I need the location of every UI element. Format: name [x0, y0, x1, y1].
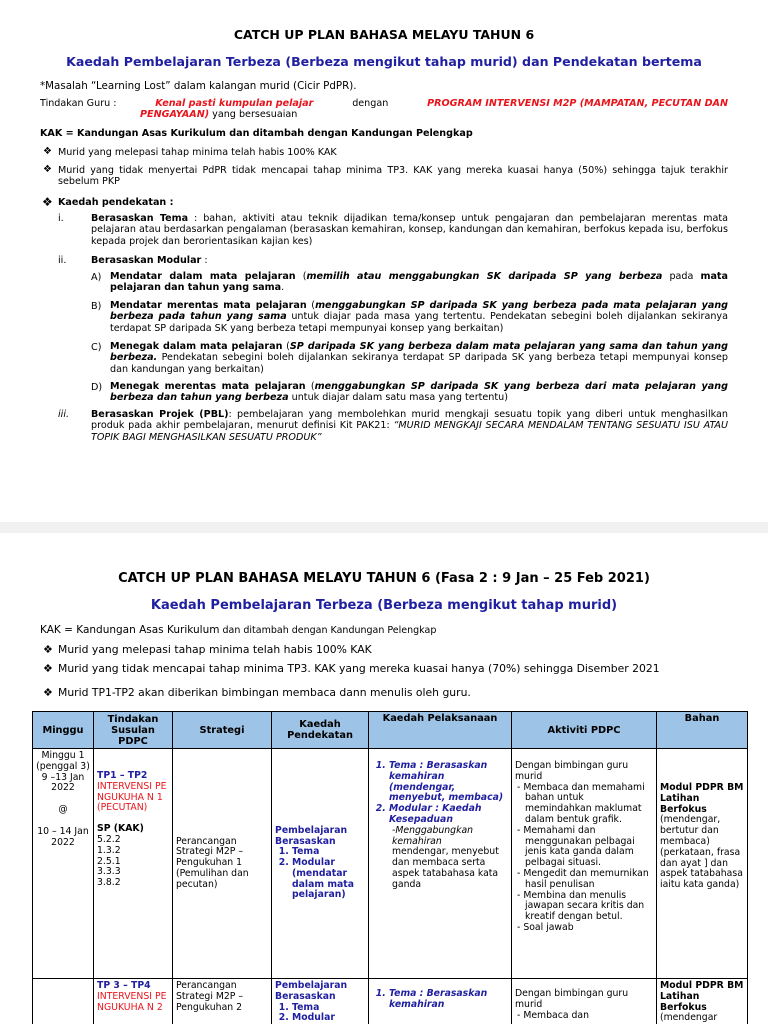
bullet-text-2: Murid yang tidak menyertai PdPR tidak mencapai tahap minima TP3. KAK yang mereka kuasai hanya (50%) sehingga tajuk terakhir sebelum PKP [58, 165, 728, 188]
tindakan-guru [40, 98, 728, 121]
diamond-bullet-icon: ❖ [43, 686, 53, 699]
tindakan-red-2b: PENGAYAAN) [140, 109, 210, 121]
akt-item: - Membina dan menulis jawapan secara kritis dan kreatif dengan betul. [517, 889, 645, 923]
sub-a-bold2: mata pelajaran dan tahun yang sama [110, 271, 728, 294]
header-strategi: Strategi [173, 712, 272, 749]
item-i-title: Berasaskan Tema [91, 213, 189, 224]
item-ii-text: : [201, 255, 208, 266]
diamond-bullet-icon: ❖ [43, 643, 53, 656]
page2-subtitle: Kaedah Pembelajaran Terbeza (Berbeza mengikut tahap murid) [150, 598, 618, 613]
tp-label: TP1 – TP2 [97, 770, 148, 781]
cell-kaedah-pelaksanaan [369, 749, 512, 979]
table-row [33, 749, 748, 979]
cell-aktiviti [512, 749, 657, 979]
akt-item-text: Mengedit dan memurnikan hasil penulisan [523, 867, 649, 890]
sp-item: 3.3.3 [97, 866, 121, 878]
cell-aktiviti [512, 979, 657, 1024]
tindakan-dengan: dengan [352, 98, 389, 109]
page2-bullet-1: Murid yang melepasi tahap minima telah habis 100% KAK [58, 643, 372, 656]
sub-item-c [110, 341, 728, 375]
item-i-text: : bahan, aktiviti atau teknik dijadikan tema/konsep untuk pengajaran dan pembelajaran merentas mata pelajaran atau berdasarkan pengalaman (berasaskan kemahiran, konsep, kandungan dan kemahiran, berfokus kepada isu, berfokus kepada projek dan berorientasikan kajian kes) [91, 213, 728, 247]
akt-item-text: Membaca dan memahami bahan untuk memindahkan maklumat dalam bentuk grafik. [523, 781, 645, 825]
document-page-2 [0, 533, 768, 1024]
page-title: CATCH UP PLAN BAHASA MELAYU TAHUN 6 [233, 27, 535, 42]
sub-d-title: Menegak merentas mata pelajaran [110, 381, 306, 392]
page-subtitle: Kaedah Pembelajaran Terbeza (Berbeza mengikut tahap murid) dan Pendekatan bertema [66, 54, 702, 69]
sub-d-t2: untuk diajar dalam satu masa yang tertentu) [288, 392, 508, 404]
kp-head: Pembelajaran Berasaskan [275, 980, 348, 1002]
sub-letter-b: B) [91, 301, 102, 312]
roman-i: i. [58, 213, 64, 224]
kp-item: 1. Tema [292, 847, 365, 858]
roman-ii: ii. [58, 255, 67, 266]
kl-item: 2. Modular : Kaedah Kesepaduan [389, 804, 508, 826]
sub-letter-c: C) [91, 342, 102, 353]
tindakan-red-1: Kenal pasti kumpulan pelajar [155, 98, 314, 109]
minggu-line: Minggu 1 [41, 750, 85, 761]
sub-letter-a: A) [91, 272, 102, 283]
kl-note-a: -Menggabungkan kemahiran [392, 824, 474, 847]
sub-c-t2: Pendekatan sebegini boleh dijalankan sekiranya terdapat SP daripada SK yang berbeza tetapi mempunyai konsep dan kandungan yang berkaitan) [110, 352, 728, 375]
header-minggu: Minggu [33, 712, 94, 749]
diamond-bullet-icon: ❖ [43, 146, 52, 157]
item-ii-title: Berasaskan Modular [91, 255, 202, 266]
masalah-text: *Masalah “Learning Lost” dalam kalangan murid (Cicir PdPR). [40, 80, 357, 92]
intervensi-label: INTERVENSI PENGUKUHA N 1 [97, 780, 167, 803]
akt-item-text: Membina dan menulis jawapan secara kritis dan kreatif dengan betul. [523, 889, 645, 923]
page2-kak [40, 624, 436, 636]
akt-item: - Membaca dan [517, 1009, 589, 1021]
cell-strategi: Perancangan Strategi M2P – Pengukuhan 2 [173, 979, 272, 1024]
cell-tindakan [94, 979, 173, 1024]
sub-a-t1: ( [295, 271, 307, 282]
page2-kak-a: KAK = Kandungan Asas Kurikulum [40, 624, 220, 636]
sub-c-title: Menegak dalam mata pelajaran [110, 341, 283, 352]
sub-a-t3: . [281, 282, 285, 294]
cell-minggu [33, 979, 94, 1024]
cell-minggu [33, 749, 94, 979]
sub-b-t2: untuk diajar pada masa yang tertentu. Pendekatan sebegini boleh dijalankan sekiranya terdapat SP daripada SK yang berbeza tetapi mempunyai konsep yang berkaitan) [110, 311, 728, 334]
intervensi-label: INTERVENSI PENGUKUHA N 2 [97, 990, 167, 1013]
item-i [91, 213, 728, 247]
sp-label: SP (KAK) [97, 823, 144, 835]
kaedah-heading: Kaedah pendekatan : [58, 197, 174, 208]
header-tindakan: Tindakan Susulan PDPC [94, 712, 173, 749]
minggu-line: @ [58, 804, 68, 816]
tindakan-suffix: yang bersesuaian [212, 109, 298, 121]
page2-title: CATCH UP PLAN BAHASA MELAYU TAHUN 6 (Fasa 2 : 9 Jan – 25 Feb 2021) [118, 571, 650, 586]
akt-head: Dengan bimbingan guru murid [515, 988, 629, 1010]
item-iii-quote: “MURID MENGKAJI SECARA MENDALAM TENTANG SESUATU ISU ATAU TOPIK BAGI MENGHASILKAN SESUATU PRODUK” [91, 420, 729, 443]
diamond-bullet-icon: ❖ [43, 662, 53, 675]
sub-b-t1: ( [306, 300, 316, 311]
kak-definition: KAK = Kandungan Asas Kurikulum dan ditambah dengan Kandungan Pelengkap [40, 128, 473, 139]
akt-item: - Memahami dan menggunakan pelbagai jenis kata ganda dalam pelbagai situasi. [517, 824, 635, 869]
sub-letter-d: D) [91, 382, 103, 393]
pecutan-label: (PECUTAN) [97, 802, 148, 814]
tp-label: TP 3 – TP4 [97, 980, 151, 991]
bahan-text: (mendengar [660, 1012, 718, 1024]
page2-bullet-3: Murid TP1-TP2 akan diberikan bimbingan membaca dann menulis oleh guru. [58, 686, 471, 699]
akt-item-text: Membaca dan [523, 1009, 589, 1021]
minggu-line: 9 –13 Jan [41, 771, 85, 783]
item-ii [91, 255, 208, 266]
page2-kak-b: dan ditambah dengan Kandungan Pelengkap [219, 625, 437, 636]
sub-a-italic: memilih atau menggabungkan SK daripada SP yang berbeza [306, 271, 663, 282]
roman-iii: iii. [58, 409, 70, 420]
kp-item: 1. Tema [292, 1003, 365, 1014]
cell-kaedah-pendekatan [272, 749, 369, 979]
tindakan-red-2a: PROGRAM INTERVENSI M2P (MAMPATAN, PECUTAN DAN [427, 98, 728, 109]
cell-tindakan [94, 749, 173, 979]
diamond-bullet-icon: ❖ [43, 164, 52, 175]
akt-item: - Membaca dan memahami bahan untuk memindahkan maklumat dalam bentuk grafik. [517, 781, 645, 825]
cell-bahan [657, 749, 748, 979]
kp-item: 2. Modular [292, 1013, 365, 1024]
akt-item: - Mengedit dan memurnikan hasil penulisan [517, 867, 649, 890]
header-bahan: Bahan [657, 712, 748, 749]
minggu-line: (penggal 3) [36, 760, 90, 772]
sub-a-title: Mendatar dalam mata pelajaran [110, 271, 296, 282]
sub-item-d [110, 381, 728, 404]
akt-item: - Soal jawab [517, 921, 574, 933]
sp-item: 1.3.2 [97, 844, 121, 856]
sub-d-italic: menggabungkan SP daripada SK yang berbeza dari mata pelajaran yang berbeza dan tahun yang berbeza [110, 381, 728, 404]
sub-c-italic: SP daripada SK yang berbeza dalam mata pelajaran yang sama dan tahun yang berbeza. [110, 341, 729, 364]
sub-item-b [110, 300, 728, 334]
header-aktiviti: Aktiviti PDPC [512, 712, 657, 749]
kl-item: 1. Tema : Berasaskan kemahiran (mendengar, menyebut, membaca) [389, 761, 508, 804]
bahan-text: (mendengar, bertutur dan membaca) (perkataan, frasa dan ayat ] dan aspek tatabahasa iaitu kata ganda) [660, 814, 743, 891]
kp-head: Pembelajaran Berasaskan [275, 824, 348, 847]
cell-kaedah-pelaksanaan [369, 979, 512, 1024]
table-header-row [33, 712, 748, 749]
sub-d-t1: ( [305, 381, 315, 392]
akt-item-text: Soal jawab [523, 921, 574, 933]
sub-item-a [110, 271, 728, 294]
akt-item-text: Memahami dan menggunakan pelbagai jenis kata ganda dalam pelbagai situasi. [523, 824, 635, 869]
cell-strategi: Perancangan Strategi M2P – Pengukuhan 1 (Pemulihan dan pecutan) [173, 749, 272, 979]
cell-bahan [657, 979, 748, 1024]
header-kaedah-pendekatan: Kaedah Pendekatan [272, 712, 369, 749]
tindakan-label: Tindakan Guru : [40, 98, 117, 109]
kp-item: 2. Modular (mendatar dalam mata pelajaran) [292, 858, 365, 901]
minggu-line: 10 – 14 Jan [37, 825, 89, 837]
bahan-bold: Modul PDPR BM Latihan Berfokus [660, 782, 744, 815]
sp-item: 5.2.2 [97, 833, 121, 845]
cell-kaedah-pendekatan [272, 979, 369, 1024]
sub-b-italic: menggabungkan SP daripada SK yang berbeza pada mata pelajaran yang berbeza pada tahun yang sama [110, 300, 729, 323]
table-row [33, 979, 748, 1024]
sp-item: 3.8.2 [97, 877, 121, 889]
header-kaedah-pelaksanaan: Kaedah Pelaksanaan [369, 712, 512, 749]
item-iii [91, 409, 728, 443]
bullet-text-1: Murid yang melepasi tahap minima telah habis 100% KAK [58, 147, 337, 158]
sub-a-t2: pada [662, 271, 701, 282]
item-iii-title: Berasaskan Projek (PBL) [91, 409, 229, 420]
item-iii-text: : pembelajaran yang membolehkan murid mengkaji sesuatu topik yang diberi untuk menghasilkan produk pada akhir pembelajaran, menurut definisi Kit PAK21: [91, 409, 728, 432]
catch-up-plan-table [32, 711, 748, 1024]
akt-head: Dengan bimbingan guru murid [515, 760, 629, 782]
kl-item: 1. Tema : Berasaskan kemahiran [389, 989, 508, 1011]
minggu-line: 2022 [51, 836, 75, 848]
minggu-line: 2022 [51, 782, 75, 794]
page2-bullet-2: Murid yang tidak mencapai tahap minima TP3. KAK yang mereka kuasai hanya (70%) sehingga Disember 2021 [58, 662, 660, 675]
sp-item: 2.5.1 [97, 855, 121, 867]
sub-b-title: Mendatar merentas mata pelajaran [110, 300, 307, 311]
diamond-bullet-icon: ❖ [42, 195, 53, 209]
sub-c-t1: ( [282, 341, 290, 352]
bahan-bold: Modul PDPR BM Latihan Berfokus [660, 980, 744, 1013]
kl-note-b: mendengar, menyebut dan membaca serta aspek tatabahasa kata ganda [392, 846, 499, 890]
